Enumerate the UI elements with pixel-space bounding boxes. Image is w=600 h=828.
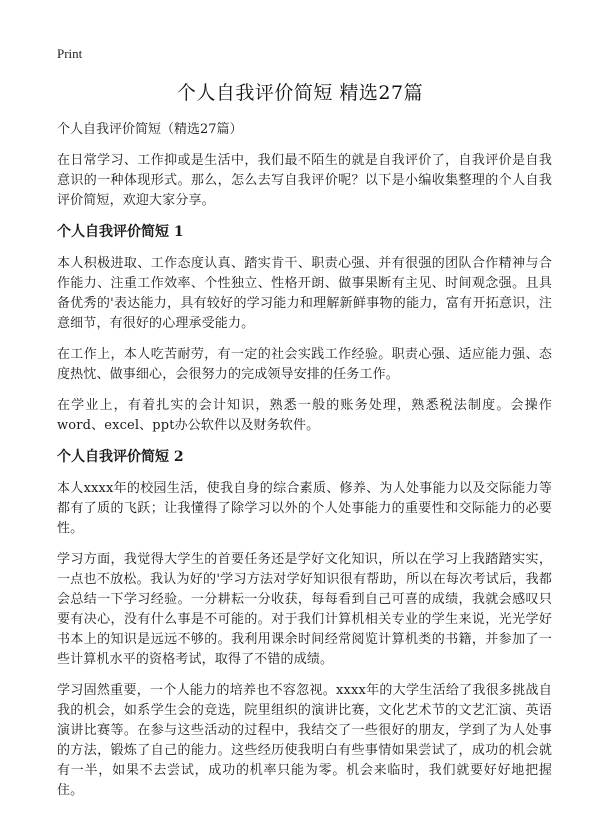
- section-paragraph: 本人xxxx年的校园生活，使我自身的综合素质、修养、为人处事能力以及交际能力等都有了质的飞跃；让我懂得了除学习以外的个人处事能力的重要性和交际能力的必要性。: [57, 481, 552, 536]
- section-1: [57, 222, 552, 436]
- section-paragraph: 在学业上，有着扎实的会计知识，熟悉一般的账务处理，熟悉税法制度。会操作word、excel、ppt办公软件以及财务软件。: [57, 398, 552, 433]
- document-subtitle: 个人自我评价简短（精选27篇）: [57, 122, 243, 137]
- section-paragraph: 学习固然重要，一个人能力的培养也不容忽视。xxxx年的大学生活给了我很多挑战自我的机会，如系学生会的竞选，院里组织的演讲比赛，文化艺术节的文艺汇演、英语演讲比赛等。在参与这些活动的过程中，我结交了一些很好的朋友，学到了为人处事的方法，锻炼了自己的能力。这些经历使我明白有些事情如果尝试了，成功的机会就有一半，如果不去尝试，成功的机率只能为零。机会来临时，我们就要好好地把握住。: [57, 683, 552, 798]
- section-paragraph: 在工作上，本人吃苦耐劳，有一定的社会实践工作经验。职责心强、适应能力强、态度热忱、做事细心，会很努力的完成领导安排的任务工作。: [57, 347, 552, 382]
- section-2: [57, 447, 552, 801]
- document-body: [57, 120, 552, 812]
- section-paragraph: 本人积极进取、工作态度认真、踏实肯干、职责心强、并有很强的团队合作精神与合作能力、注重工作效率、个性独立、性格开朗、做事果断有主见、时间观念强。且具备优秀的'表达能力，具有较好的学习能力和理解新鲜事物的能力，富有开拓意识，注意细节，有很好的心理承受能力。: [57, 256, 552, 331]
- print-link[interactable]: Print: [57, 46, 83, 61]
- intro-paragraph: 在日常学习、工作抑或是生活中，我们最不陌生的就是自我评价了，自我评价是自我意识的一种体现形式。那么，怎么去写自我评价呢？以下是小编收集整理的个人自我评价简短，欢迎大家分享。: [57, 153, 552, 208]
- section-heading: 个人自我评价简短 1: [57, 224, 184, 240]
- section-heading: 个人自我评价简短 2: [57, 449, 184, 465]
- section-paragraph: 学习方面，我觉得大学生的首要任务还是学好文化知识，所以在学习上我踏踏实实，一点也不放松。我认为好的'学习方法对学好知识很有帮助，所以在每次考试后，我都会总结一下学习经验。一分耕耘一分收获，每每看到自己可喜的成绩，我就会感叹只要有决心，没有什么事是不可能的。对于我们计算机相关专业的学生来说，光光学好书本上的知识是远远不够的。我利用课余时间经常阅览计算机类的书籍，并参加了一些计算机水平的资格考试，取得了不错的成绩。: [57, 552, 552, 667]
- document-title: 个人自我评价简短 精选27篇: [176, 82, 424, 104]
